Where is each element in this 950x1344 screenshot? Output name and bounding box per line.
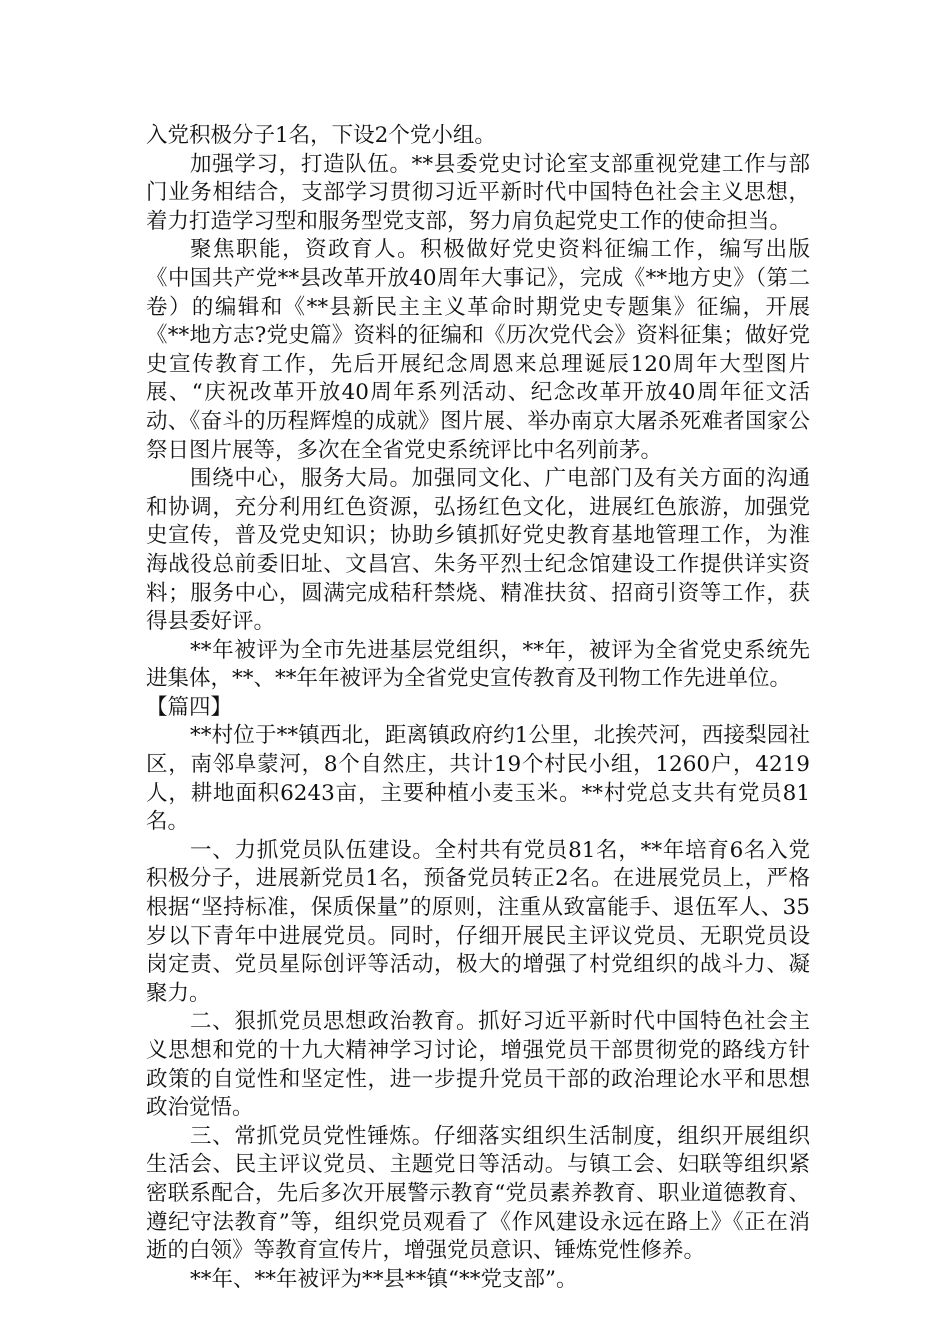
paragraph-point-2: 二、狠抓党员思想政治教育。抓好习近平新时代中国特色社会主义思想和党的十九大精神学习讨论，增强党员干部贯彻党的路线方针政策的自觉性和坚定性，进一步提升党员干部的政治理论水平和思想政治觉悟。 (146, 1009, 810, 1121)
document-body (146, 122, 810, 1294)
paragraph-village-intro: **村位于**镇西北，距离镇政府约1公里，北挨茓河，西接梨园社区，南邻阜蒙河，8个自然庄，共计19个村民小组，1260户，4219人，耕地面积6243亩，主要种植小麦玉米。**村党总支共有党员81名。 (146, 723, 810, 835)
paragraph-functions: 聚焦职能，资政育人。积极做好党史资料征编工作，编写出版《中国共产党**县改革开放40周年大事记》，完成《**地方史》（第二卷）的编辑和《**县新民主主义革命时期党史专题集》征编，开展《**地方志?党史篇》资料的征编和《历次党代会》资料征集；做好党史宣传教育工作，先后开展纪念周恩来总理诞辰120周年大型图片展、“庆祝改革开放40周年系列活动、纪念改革开放40周年征文活动、《奋斗的历程辉煌的成就》图片展、举办南京大屠杀死难者国家公祭日图片展等，多次在全省党史系统评比中名列前茅。 (146, 237, 810, 463)
paragraph-point-3: 三、常抓党员党性锤炼。仔细落实组织生活制度，组织开展组织生活会、民主评议党员、主题党日等活动。与镇工会、妇联等组织紧密联系配合，先后多次开展警示教育“党员素养教育、职业道德教育、遵纪守法教育”等，组织党员观看了《作风建设永远在路上》《正在消逝的白领》等教育宣传片，增强党员意识、锤炼党性修养。 (146, 1123, 810, 1264)
paragraph-study: 加强学习，打造队伍。**县委党史讨论室支部重视党建工作与部门业务相结合，支部学习贯彻习近平新时代中国特色社会主义思想，着力打造学习型和服务型党支部，努力肩负起党史工作的使命担当。 (146, 151, 810, 234)
paragraph-awards-2: **年、**年被评为**县**镇“**党支部”。 (190, 1266, 578, 1292)
paragraph-center: 围绕中心，服务大局。加强同文化、广电部门及有关方面的沟通和协调，充分利用红色资源，弘扬红色文化，进展红色旅游，加强党史宣传，普及党史知识；协助乡镇抓好党史教育基地管理工作，为淮海战役总前委旧址、文昌宫、朱务平烈士纪念馆建设工作提供详实资料；服务中心，圆满完成秸秆禁烧、精准扶贫、招商引资等工作，获得县委好评。 (146, 466, 810, 635)
paragraph-continuation: 入党积极分子1名，下设2个党小组。 (146, 123, 496, 148)
section-heading: 【篇四】 (146, 694, 233, 720)
paragraph-awards-1: **年被评为全市先进基层党组织，**年，被评为全省党史系统先进集体，**、**年年被评为全省党史宣传教育及刊物工作先进单位。 (146, 637, 810, 692)
paragraph-point-1: 一、力抓党员队伍建设。全村共有党员81名，**年培育6名入党积极分子，进展新党员1名，预备党员转正2名。在进展党员上，严格根据“坚持标准，保质保量”的原则，注重从致富能手、退伍军人、35岁以下青年中进展党员。同时，仔细开展民主评议党员、无职党员设岗定责、党员星际创评等活动，极大的增强了村党组织的战斗力、凝聚力。 (146, 837, 810, 1006)
